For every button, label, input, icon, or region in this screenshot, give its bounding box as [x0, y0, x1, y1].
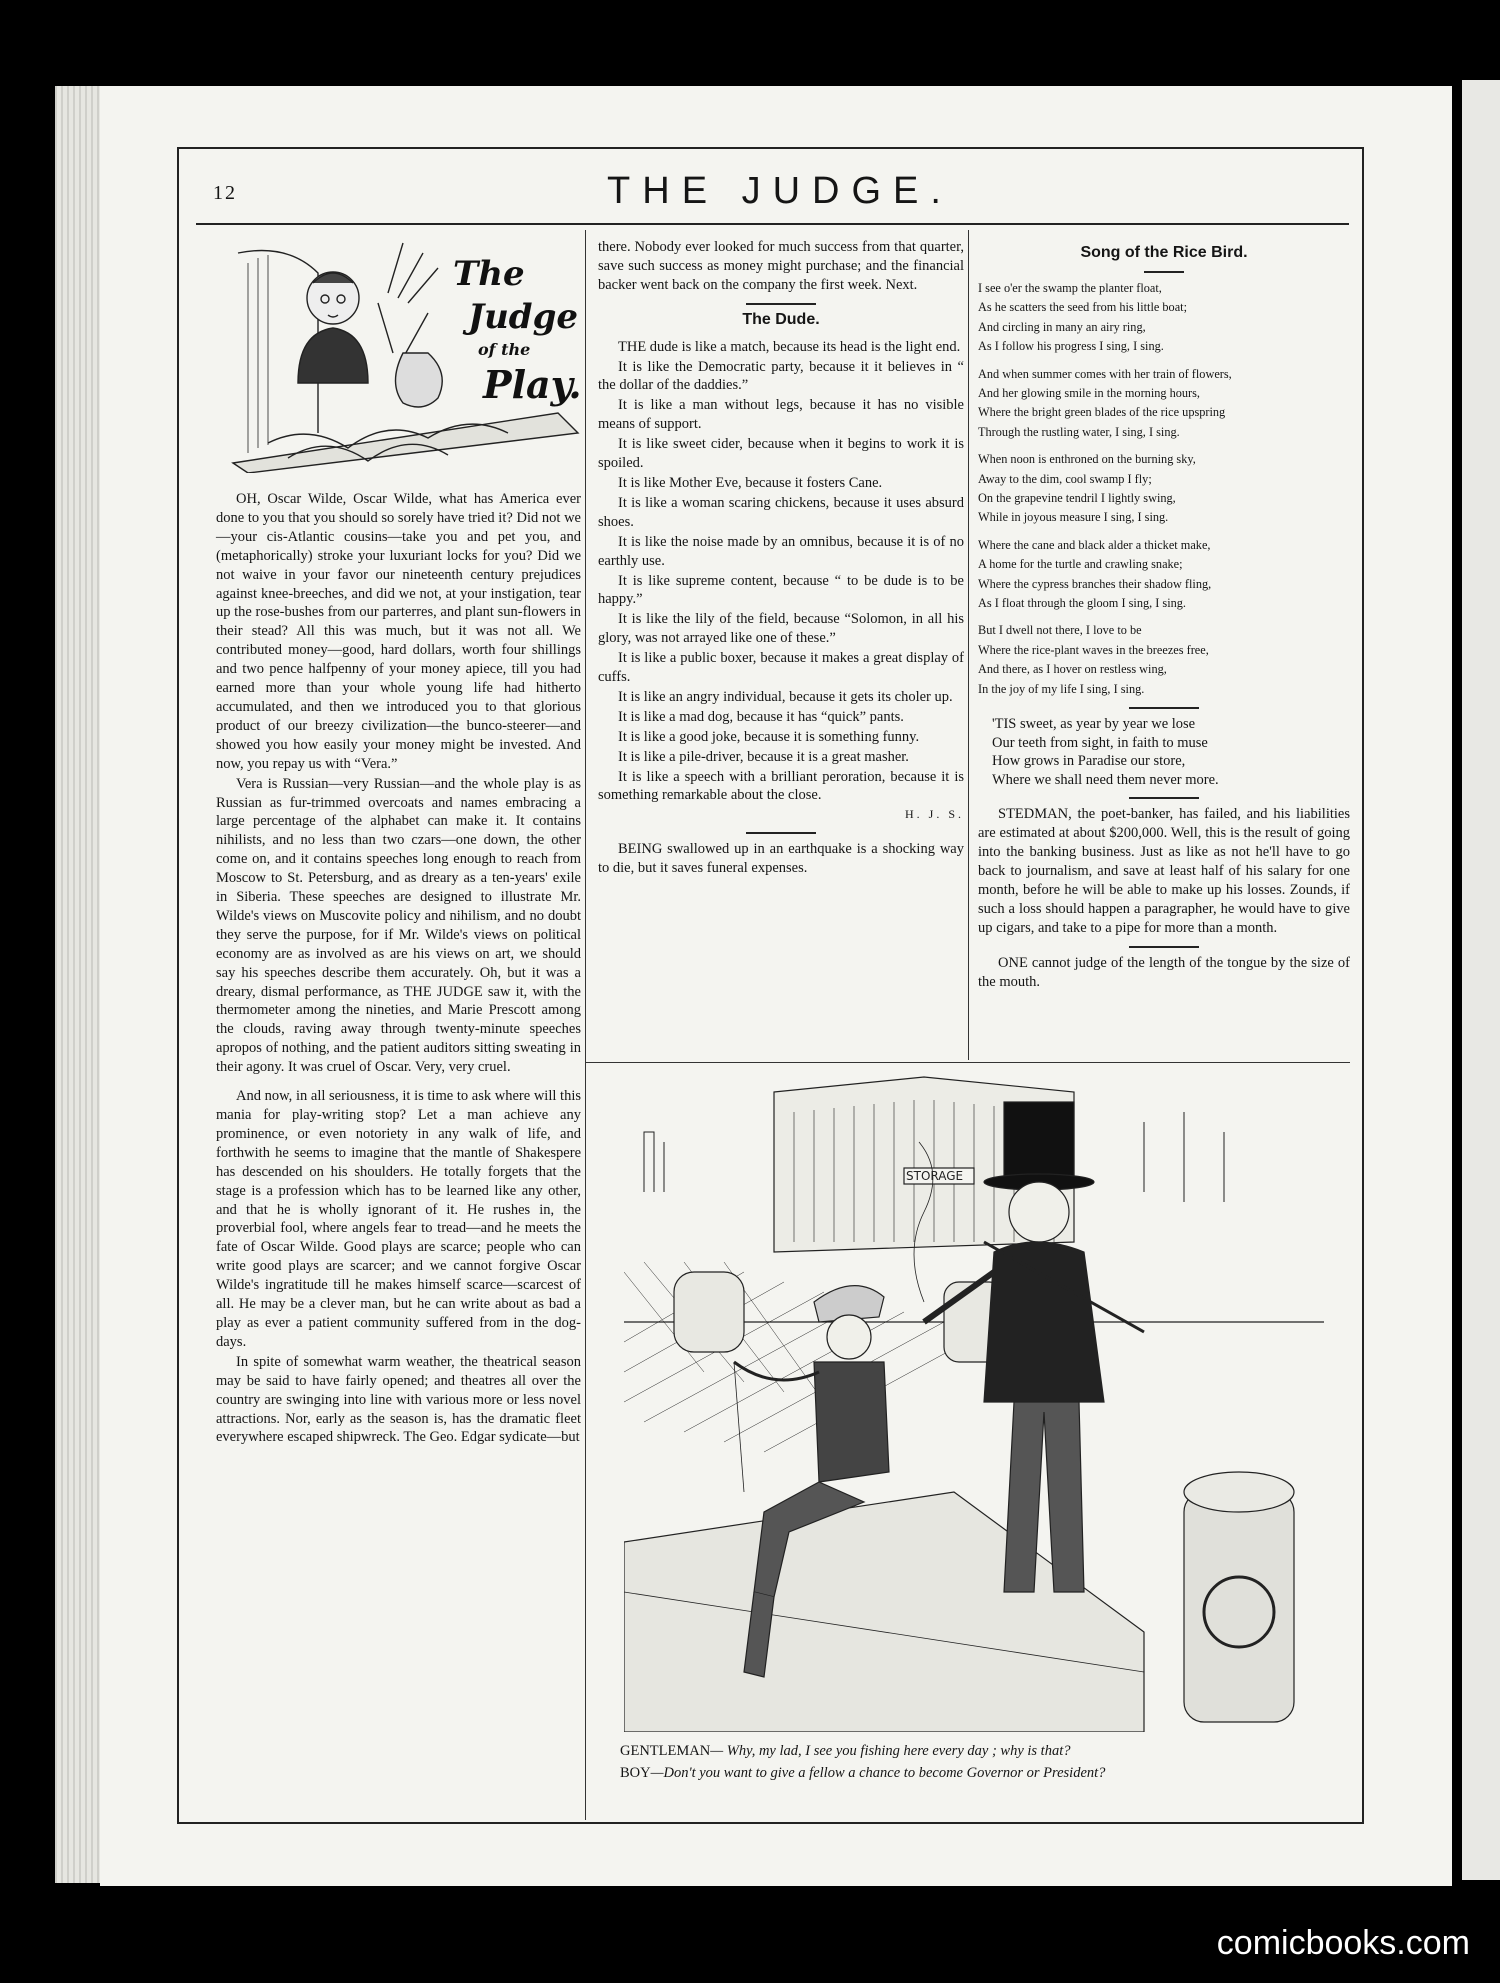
poem-line: But I dwell not there, I love to be: [978, 623, 1142, 638]
dude-signature: H. J. S.: [904, 807, 964, 822]
poem-line: As I float through the gloom I sing, I sing.: [978, 596, 1187, 610]
dude-line: It is like the Democratic party, because it it believes in “ the dollar of the daddies.”: [598, 358, 964, 394]
poem-line: Where the cane and black alder a thicket make,: [978, 537, 1211, 552]
poem-line: When noon is enthroned on the burning sky,: [978, 452, 1196, 467]
dude-line: THE dude is like a match, because its head is the light end.: [618, 338, 961, 355]
column-2: [598, 238, 964, 878]
teeth-verse: [992, 715, 1350, 789]
poem-line: As I follow his progress I sing, I sing.: [978, 339, 1164, 354]
poem-title: Song of the Rice Bird.: [1080, 244, 1248, 261]
article-paragraph: Vera is Russian—very Russian—and the whole play is as Russian as fur-trimmed overcoats and names embracing a large percentage of the alphabet can make it. It contains nihilists, and no less than two czars—one down, the other come on, and it contains speeches long enough to reach from Moscow to St. Petersburg, and as dreary as a ten-years' exile in Siberia. These speeches are designed to illustrate Mr. Wilde's views on Muscovite policy and nihilism, and no doubt they serve the purpose, for if Mr. Wilde's views on political economy are as involved as are his views on art, we should say his speeches describe them accurately. Oh, but it was a dreary, dismal performance, as THE JUDGE saw it, with the thermometer among the nineties, and Marie Prescott among the clouds, raving away through twenty-minute speeches apropos of nothing, and the patient auditors sitting sweating in their agony. It was cruel of Oscar. Very, very cruel.: [216, 775, 581, 1076]
poem-line: And when summer comes with her train of flowers,: [978, 366, 1232, 381]
poem-line: While in joyous measure I sing, I sing.: [978, 510, 1169, 525]
storage-sign: STORAGE: [906, 1169, 964, 1183]
article-paragraph: In spite of somewhat warm weather, the theatrical season may be said to have fairly opened; and theatres all over the country are swinging into line with various more or less novel attractions. Nor, early as the season is, has the dramatic fleet everywhere escaped shipwreck. The Geo. Edgar sydicate—but: [216, 1353, 581, 1446]
book-binding: [55, 86, 103, 1883]
masthead-rule: [196, 223, 1349, 225]
poem-line: A home for the turtle and crawling snake;: [978, 557, 1183, 572]
page-number: 12: [213, 182, 237, 204]
verse-line: Our teeth from sight, in faith to muse: [992, 734, 1208, 751]
masthead-title: THE JUDGE.: [607, 170, 953, 212]
section-rule: [746, 303, 816, 305]
poem-stanza: [978, 536, 1350, 614]
cartoon-top-rule: [585, 1062, 1350, 1063]
poem-line: And circling in many an airy ring,: [978, 319, 1146, 334]
poem-line: In the joy of my life I sing, I sing.: [978, 681, 1145, 696]
section-rule: [1129, 946, 1199, 948]
verse-line: 'TIS sweet, as year by year we lose: [992, 716, 1196, 733]
continuation-paragraph: there. Nobody ever looked for much success from that quarter, save such success as money might purchase; and the financial backer went back on the company the first week. Next.: [598, 239, 964, 293]
dude-line: It is like the lily of the field, because “Solomon, in all his glory, was not arrayed like one of these.”: [598, 611, 964, 647]
poem-line: Where the rice-plant waves in the breezes free,: [978, 642, 1209, 657]
logo-word-of-the: of the: [478, 340, 531, 359]
dude-line: It is like a good joke, because it is something funny.: [618, 728, 920, 745]
dude-line: It is like a speech with a brilliant peroration, because it is something remarkable about the close.: [598, 768, 964, 804]
poem-stanza: [978, 621, 1350, 699]
caption-text-boy: —Don't you want to give a fellow a chance to become Governor or President?: [650, 1765, 1106, 1781]
section-rule: [1129, 707, 1199, 709]
poem-line: Through the rustling water, I sing, I sing.: [978, 424, 1180, 439]
column-3: [978, 238, 1350, 992]
dude-line: It is like a public boxer, because it makes a great display of cuffs.: [598, 650, 964, 686]
poem-line: On the grapevine tendril I lightly swing,: [978, 490, 1176, 505]
poem-line: Away to the dim, cool swamp I fly;: [978, 471, 1152, 486]
poem-line: Where the cypress branches their shadow fling,: [978, 576, 1212, 591]
column-divider-1: [585, 230, 586, 1820]
poem-line: And her glowing smile in the morning hours,: [978, 385, 1201, 400]
next-page-edge: [1462, 80, 1500, 1880]
logo-word-the: The: [453, 254, 525, 294]
poem-line: And there, as I hover on restless wing,: [978, 662, 1167, 677]
site-watermark: comicbooks.com: [1216, 1924, 1470, 1962]
dude-line: It is like an angry individual, because it gets its choler up.: [618, 688, 953, 705]
article-paragraph: OH, Oscar Wilde, Oscar Wilde, what has America ever done to you that you should so sorely have tried it? Did not we—your cis-Atlantic cousins—take you and pet you, and (metaphorically) stroke your luxuriant locks for you? Did we not waive in your favor our nineteenth century prejudices against knee-breeches, and did we not, at your instigation, tear up the rose-bushes from our parterres, and plant sun-flowers in their stead? All this was much, but it was not all. We contributed money—good, hard dollars, worth four shillings and two pence halfpenny of your money apiece, till you had earned more than your whole young life had hitherto accumulated, and then we introduced you to that glorious product of our breezy civilization—the bunco-steerer—and showed you how easily your money might be invested. And now, you repay us with “Vera.”: [216, 491, 581, 772]
logo-word-play: Play.: [483, 362, 582, 407]
dude-line: It is like sweet cider, because when it begins to work it is spoiled.: [598, 436, 964, 472]
dude-line: It is like a man without legs, because it has no visible means of support.: [598, 397, 964, 433]
dude-line: It is like a pile-driver, because it is a great masher.: [618, 748, 909, 765]
section-rule: [746, 832, 816, 834]
caption-line-boy: [620, 1762, 1340, 1784]
earthquake-paragraph: BEING swallowed up in an earthquake is a shocking way to die, but it saves funeral expenses.: [598, 841, 964, 877]
caption-speaker-gentleman: GENTLEMAN: [620, 1743, 711, 1759]
caption-line-gentleman: [620, 1740, 1340, 1762]
article-paragraph: And now, in all seriousness, it is time to ask where will this mania for play-writing stop? Let a man achieve any prominence, or even notoriety in any walk of life, and forthwith he seems to imagine that the mantle of Shakespere has descended on his shoulders. He totally forgets that the stage is a profession which has to be learned like any other, and that he is wholly ignorant of it. He rushes in, the proverbial fool, where angels fear to tread—and he meets the fate of Oscar Wilde. Good plays are scarce; people who can write good plays are scarcer; and we cannot forgive Oscar Wilde's ingratitude till he makes himself scarce—scarcest of all. He may be a clever man, but he can write about as bad a play as ever a patient community suffered from in the dog-days.: [216, 1088, 581, 1350]
rice-bird-poem: [978, 279, 1350, 699]
caption-speaker-boy: BOY: [620, 1765, 651, 1781]
stedman-paragraph: STEDMAN, the poet-banker, has failed, and his liabilities are estimated at about $200,000. Well, this is the result of going into the banking business. Just as like as not he'll have to go back to journalism, and save at least half of his salary for one month, before he will be able to make up his losses. Zounds, if such a loss should happen a paragrapher, he would have to give up cigars, and take to a pipe for more than a month.: [978, 806, 1350, 936]
section-rule: [1144, 271, 1184, 273]
dude-line: It is like a mad dog, because it has “quick” pants.: [618, 708, 904, 725]
column-divider-2: [968, 230, 969, 1060]
dude-heading: The Dude.: [742, 310, 820, 328]
poem-stanza: [978, 279, 1350, 357]
column-1-article: [216, 490, 581, 1447]
dude-line: It is like a woman scaring chickens, because it uses absurd shoes.: [598, 494, 964, 530]
dude-line: It is like the noise made by an omnibus, because it is of no earthly use.: [598, 533, 964, 569]
tongue-paragraph: ONE cannot judge of the length of the tongue by the size of the mouth.: [978, 954, 1350, 990]
verse-line: Where we shall need them never more.: [992, 771, 1219, 788]
poem-stanza: [978, 450, 1350, 528]
cartoon-caption: [620, 1740, 1340, 1784]
dude-line: It is like supreme content, because “ to be dude is to be happy.”: [598, 572, 964, 608]
poem-stanza: [978, 365, 1350, 443]
section-rule: [1129, 797, 1199, 799]
judge-of-the-play-logo: [228, 233, 583, 473]
caption-text-gentleman: — Why, my lad, I see you fishing here every day ; why is that?: [710, 1743, 1071, 1759]
cartoon-illustration: [624, 1072, 1324, 1732]
logo-word-judge: Judge: [468, 297, 578, 337]
verse-line: How grows in Paradise our store,: [992, 753, 1186, 770]
dude-line: It is like Mother Eve, because it fosters Cane.: [618, 474, 883, 491]
poem-line: I see o'er the swamp the planter float,: [978, 280, 1162, 295]
poem-line: As he scatters the seed from his little boat;: [978, 300, 1187, 315]
poem-line: Where the bright green blades of the rice upspring: [978, 405, 1226, 420]
